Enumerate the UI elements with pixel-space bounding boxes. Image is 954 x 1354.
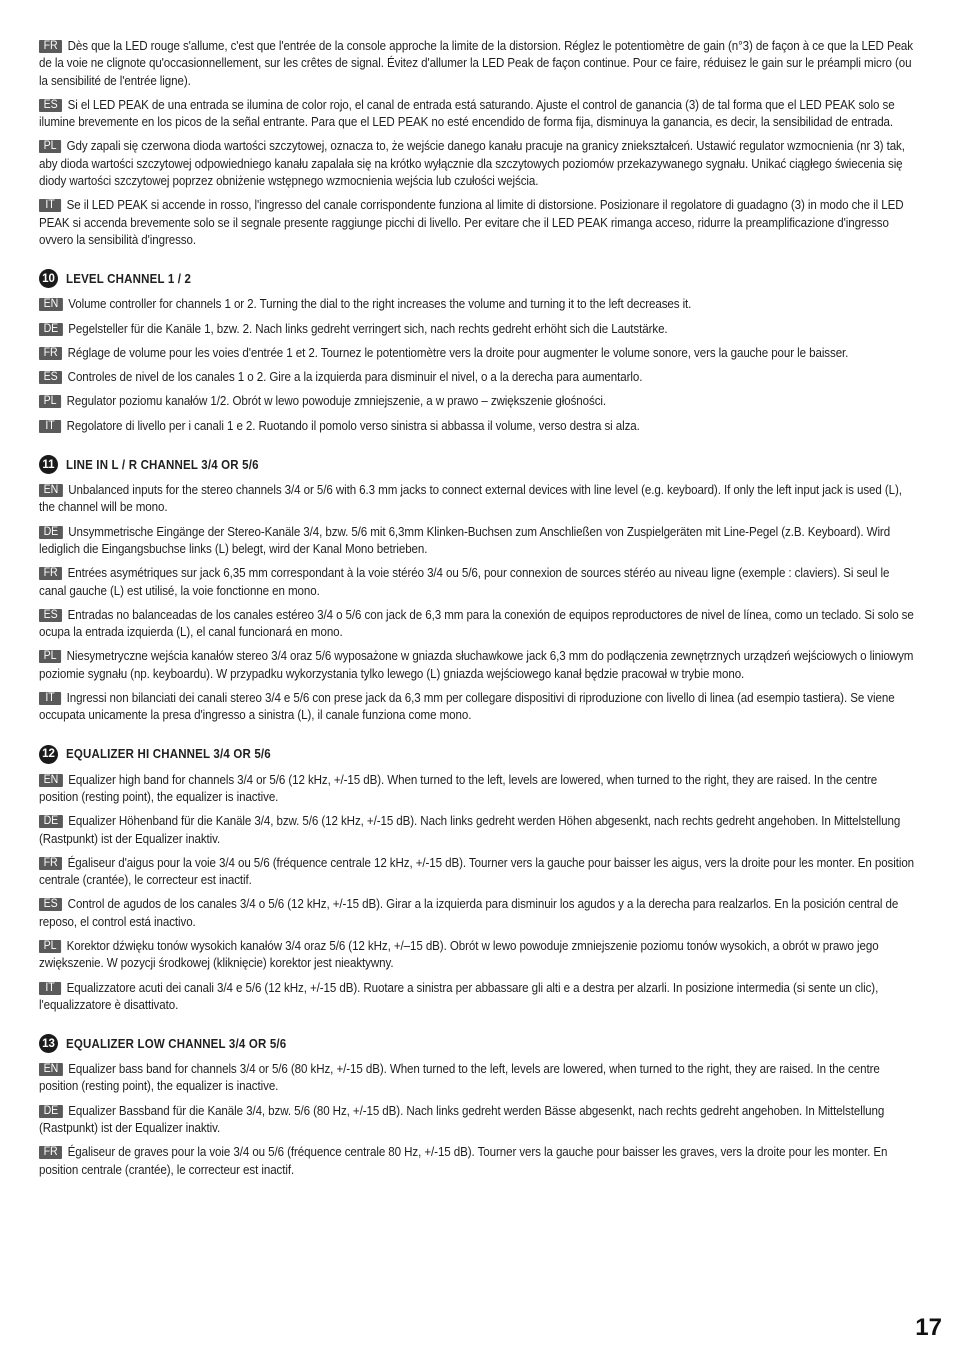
paragraph-text: Equalizer bass band for channels 3/4 or 5/6 (80 kHz, +/-15 dB). When turned to the left, levels are lowered, when turned to the right, they are raised. In the centre position (resting point), the equalizer is inactive. — [39, 1062, 880, 1094]
language-badge: EN — [39, 774, 63, 787]
paragraph-de — [39, 524, 915, 559]
paragraph-text: Equalizer Bassband für die Kanäle 3/4, bzw. 5/6 (80 Hz, +/-15 dB). Nach links gedreht werden Bässe abgesenkt, nach rechts gedreht angehoben. In Mittelstellung (Rastpunkt) ist der Equalizer inaktiv. — [39, 1103, 885, 1136]
language-badge: IT — [39, 982, 61, 995]
language-badge: IT — [39, 420, 61, 433]
language-badge: EN — [39, 1063, 63, 1076]
paragraph-text: Si el LED PEAK de una entrada se ilumina de color rojo, el canal de entrada está saturando. Ajuste el control de ganancia (3) de tal forma que el LED PEAK solo se ilumine brevemente en los picos de la señal entrante. Para que el LED PEAK no esté encendido de forma fija, disminuya la ganancia, es decir, la sensibilidad de entrada. — [39, 97, 895, 130]
paragraph-es — [39, 896, 915, 931]
section-title: EQUALIZER LOW CHANNEL 3/4 OR 5/6 — [66, 1036, 287, 1051]
section-13 — [39, 1034, 915, 1179]
paragraph-text: Égaliseur de graves pour la voie 3/4 ou 5/6 (fréquence centrale 80 Hz, +/-15 dB). Tourner vers la gauche pour baisser les graves, vers la droite pour les monter. En position centrale (crantée), le correcteur est inactif. — [39, 1145, 888, 1177]
language-badge: PL — [39, 395, 61, 408]
paragraph-text: Regulator poziomu kanałów 1/2. Obrót w lewo powoduje zmniejszenie, a w prawo – zwiększenie głośności. — [66, 394, 607, 409]
language-badge: IT — [39, 199, 61, 212]
language-badge: EN — [39, 298, 63, 311]
paragraph-de — [39, 321, 915, 338]
language-badge: ES — [39, 371, 62, 384]
intro-block — [39, 38, 915, 249]
language-badge: FR — [39, 40, 62, 53]
sections-block — [39, 269, 915, 1179]
paragraph-text: Equalizer Höhenband für die Kanäle 3/4, bzw. 5/6 (12 kHz, +/-15 dB). Nach links gedreht werden Höhen abgesenkt, nach rechts gedreht angehoben. In Mittelstellung (Rastpunkt) ist der Equalizer inaktiv. — [39, 814, 901, 846]
section-12 — [39, 745, 915, 1015]
section-heading — [39, 269, 915, 288]
paragraph-text: Control de agudos de los canales 3/4 o 5/6 (12 kHz, +/-15 dB). Girar a la izquierda para disminuir los agudos y a la derecha para realzarlos. En la posición central de reposo, el control está inactivo. — [39, 897, 899, 929]
paragraph-text: Égaliseur d'aigus pour la voie 3/4 ou 5/6 (fréquence centrale 12 kHz, +/-15 dB). Tourner vers la gauche pour baisser les aigus, vers la droite pour les monter. En position centrale (crantée), le correcteur est inactif. — [39, 855, 915, 888]
paragraph-text: Unbalanced inputs for the stereo channels 3/4 or 5/6 with 6.3 mm jacks to connect external devices with line level (e.g. keyboard). If only the left input jack is used (L), the channel will be mono. — [39, 483, 902, 515]
section-title: LINE IN L / R CHANNEL 3/4 OR 5/6 — [66, 457, 259, 472]
paragraph-fr — [39, 565, 915, 600]
paragraph-text: Regolatore di livello per i canali 1 e 2. Ruotando il pomolo verso sinistra si abbassa il volume, verso destra si alza. — [66, 418, 640, 433]
paragraph-text: Equalizer high band for channels 3/4 or 5/6 (12 kHz, +/-15 dB). When turned to the left, levels are lowered, when turned to the right, they are raised. In the centre position (resting point), the equalizer is inactive. — [39, 772, 878, 804]
section-title: EQUALIZER HI CHANNEL 3/4 OR 5/6 — [66, 747, 271, 762]
paragraph-fr — [39, 38, 915, 90]
section-heading — [39, 455, 915, 474]
language-badge: ES — [39, 609, 62, 622]
section-10 — [39, 269, 915, 435]
section-number-badge: 11 — [39, 455, 58, 474]
section-11 — [39, 455, 915, 725]
paragraph-fr — [39, 1144, 915, 1179]
page-content — [39, 38, 915, 1186]
section-heading — [39, 745, 915, 764]
paragraph-text: Réglage de volume pour les voies d'entrée 1 et 2. Tournez le potentiomètre vers la droite pour augmenter le volume sonore, vers la gauche pour le baisser. — [67, 345, 849, 360]
section-number-badge: 13 — [39, 1034, 58, 1053]
language-badge: FR — [39, 567, 62, 580]
paragraph-en — [39, 296, 915, 313]
language-badge: FR — [39, 857, 62, 870]
paragraph-it — [39, 690, 915, 725]
paragraph-fr — [39, 855, 915, 890]
section-title: LEVEL CHANNEL 1 / 2 — [66, 271, 192, 286]
paragraph-text: Dès que la LED rouge s'allume, c'est que l'entrée de la console approche la limite de la distorsion. Réglez le potentiomètre de gain (n°3) de façon à ce que la LED Peak de la voie ne clignote qu'occasionnellement, sur les crêtes de signal. Évitez d'allumer la LED Peak de façon continue. Pour ce faire, réduisez le gain sur le préampli micro (ou la sensibilité de l'entrée ligne). — [39, 39, 913, 88]
paragraph-en — [39, 772, 915, 807]
paragraph-text: Controles de nivel de los canales 1 o 2. Gire a la izquierda para disminuir el nivel, o a la derecha para aumentarlo. — [67, 370, 643, 385]
paragraph-text: Entradas no balanceadas de los canales estéreo 3/4 o 5/6 con jack de 6,3 mm para la conexión de equipos reproductores de nivel de línea, como un teclado. Si solo se ocupa la entrada izquierda (L), el canal funcionará en mono. — [39, 607, 914, 640]
paragraph-es — [39, 369, 915, 386]
paragraph-text: Pegelsteller für die Kanäle 1, bzw. 2. Nach links gedreht verringert sich, nach rechts gedreht erhöht sich die Lautstärke. — [68, 321, 668, 336]
paragraph-it — [39, 980, 915, 1015]
paragraph-es — [39, 97, 915, 132]
paragraph-text: Unsymmetrische Eingänge der Stereo-Kanäle 3/4, bzw. 5/6 mit 6,3mm Klinken-Buchsen zum Anschließen von Zuspielgeräten mit Line-Pegel (z.B. Keyboard). Wird lediglich die Eingangsbuchse links (L) belegt, wird der Kanal Mono betrieben. — [39, 524, 891, 556]
paragraph-de — [39, 813, 915, 848]
language-badge: PL — [39, 940, 61, 953]
paragraph-text: Gdy zapali się czerwona dioda wartości szczytowej, oznacza to, że wejście danego kanału pracuje na granicy zniekształceń. Ustawić regulator wzmocnienia (nr 3) tak, aby dioda wartości szczytowej odpowiedniego kanału zapalała się na krótko wyłącznie dla szczytowych poziomów przekazywanego sygnału. Unikać ciągłego świecenia się diody wartości szczytowej poprzez obniżenie wstępnego wzmocnienia wejścia lub czułości wejścia. — [39, 139, 905, 189]
paragraph-pl — [39, 138, 915, 190]
paragraph-text: Entrées asymétriques sur jack 6,35 mm correspondant à la voie stéréo 3/4 ou 5/6, pour connexion de sources stéréo au niveau ligne (exemple : claviers). Si seul le canal gauche (L) est utilisé, la voie fonctionne en mono. — [39, 566, 890, 598]
paragraph-en — [39, 482, 915, 517]
paragraph-pl — [39, 393, 915, 410]
paragraph-text: Niesymetryczne wejścia kanałów stereo 3/4 oraz 5/6 wyposażone w gniazda słuchawkowe jack 6,3 mm do podłączenia zewnętrznych urządzeń wejściowych o liniowym poziomie sygnału (np. keyboardu). W przypadku wykorzystania tylko lewego (L) gniazda wejściowego kanał będzie pracował w trybie mono. — [39, 649, 914, 681]
paragraph-de — [39, 1103, 915, 1138]
paragraph-it — [39, 197, 915, 249]
language-badge: DE — [39, 815, 63, 828]
paragraph-text: Korektor dźwięku tonów wysokich kanałów 3/4 oraz 5/6 (12 kHz, +/–15 dB). Obrót w lewo powoduje zmniejszenie poziomu tonów wysokich, a obrót w prawo jego zwiększenie. W pozycji środkowej (kliknięcie) korektor jest nieaktywny. — [39, 938, 879, 971]
section-number-badge: 12 — [39, 745, 58, 764]
paragraph-text: Se il LED PEAK si accende in rosso, l'ingresso del canale corrispondente funziona al limite di distorsione. Posizionare il regolatore di guadagno (3) in modo che il LED PEAK si accenda brevemente solo se il segnale presente raggiunge picchi di livello. Per evitare che il LED PEAK rimanga acceso, ridurre la preamplificazione d'ingresso ovvero la sensibilità d'ingresso. — [39, 198, 904, 247]
language-badge: ES — [39, 99, 62, 112]
paragraph-en — [39, 1061, 915, 1096]
paragraph-es — [39, 607, 915, 642]
paragraph-text: Ingressi non bilanciati dei canali stereo 3/4 e 5/6 con prese jack da 6,3 mm per collegare dispositivi di riproduzione con livello di linea (ad esempio tastiera). Se viene occupata unicamente la presa d'ingresso a sinistra (L), il canale funziona come mono. — [39, 691, 895, 723]
paragraph-pl — [39, 938, 915, 973]
language-badge: DE — [39, 526, 63, 539]
language-badge: DE — [39, 323, 63, 336]
language-badge: DE — [39, 1105, 63, 1118]
language-badge: IT — [39, 692, 61, 705]
language-badge: FR — [39, 1146, 62, 1159]
section-number-badge: 10 — [39, 269, 58, 288]
section-heading — [39, 1034, 915, 1053]
page-number: 17 — [915, 1314, 942, 1341]
language-badge: EN — [39, 484, 63, 497]
paragraph-text: Equalizzatore acuti dei canali 3/4 e 5/6 (12 kHz, +/-15 dB). Ruotare a sinistra per abbassare gli alti e a destra per alzarli. In posizione intermedia (si sente un clic), l'equalizzatore è disattivato. — [39, 980, 879, 1012]
language-badge: ES — [39, 898, 62, 911]
language-badge: PL — [39, 140, 61, 153]
language-badge: FR — [39, 347, 62, 360]
paragraph-text: Volume controller for channels 1 or 2. Turning the dial to the right increases the volume and turning it to the left decreases it. — [68, 297, 692, 312]
language-badge: PL — [39, 650, 61, 663]
paragraph-fr — [39, 345, 915, 362]
paragraph-it — [39, 418, 915, 435]
paragraph-pl — [39, 648, 915, 683]
